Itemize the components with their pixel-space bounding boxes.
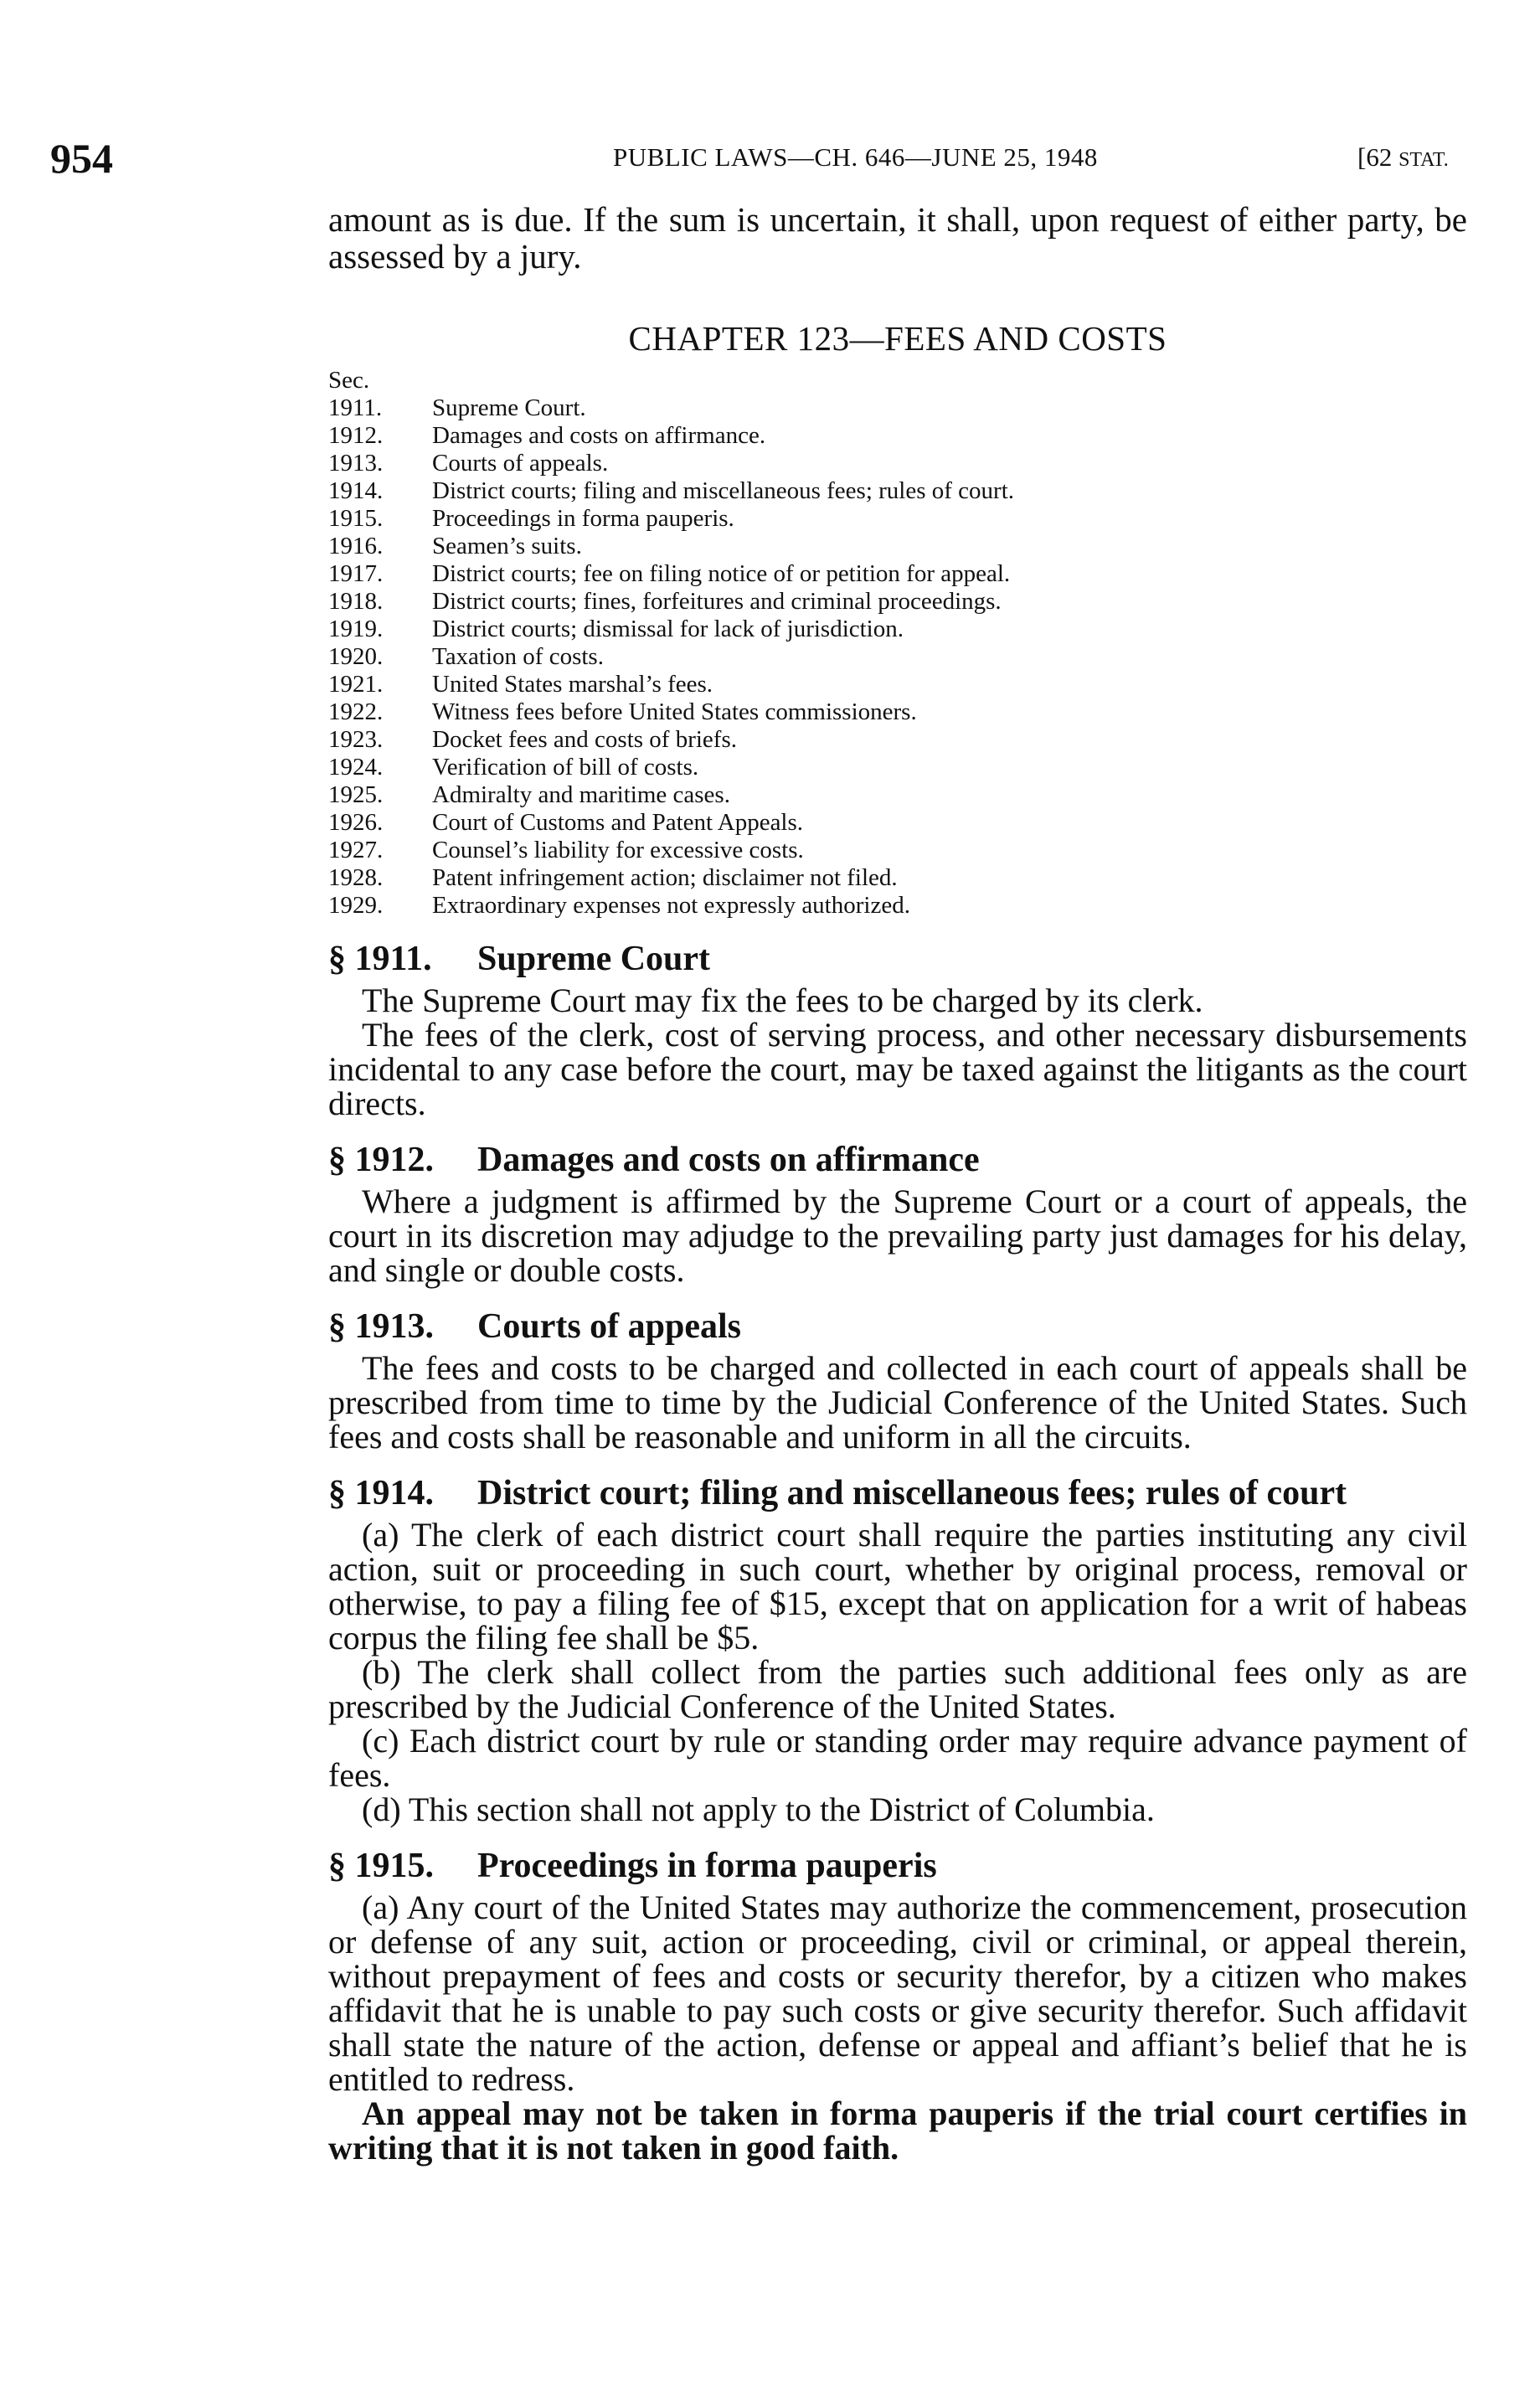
section-title: Proceedings in forma pauperis <box>477 1847 937 1885</box>
toc-item-number: 1923. <box>328 726 384 753</box>
statute-reference-open: [62 <box>1357 142 1399 172</box>
section-paragraph: The fees of the clerk, cost of serving process, and other necessary disbursements incidental to any case before the court, may be taxed against the litigants as the court directs. <box>328 1016 1467 1122</box>
toc-item <box>328 864 1467 892</box>
toc-item-title: Damages and costs on affirmance. <box>432 422 766 449</box>
section-heading-1915 <box>328 1847 1467 1885</box>
section-paragraph: The fees and costs to be charged and collected in each court of appeals shall be prescribed from time to time by the Judicial Conference of the United States. Such fees and costs shall be reasonable and uniform in all the circuits. <box>328 1349 1467 1456</box>
toc-item-number: 1927. <box>328 837 384 863</box>
section-paragraph: (b) The clerk shall collect from the parties such additional fees only as are prescribed by the Judicial Conference of the United States. <box>328 1653 1467 1725</box>
toc-item <box>328 588 1467 616</box>
page-number: 954 <box>50 135 113 182</box>
toc-item-title: Verification of bill of costs. <box>432 754 699 781</box>
toc-item-title: District courts; fines, forfeitures and criminal proceedings. <box>432 588 1002 615</box>
toc-item-title: District courts; filing and miscellaneous fees; rules of court. <box>432 477 1015 504</box>
toc-item-number: 1912. <box>328 422 384 449</box>
toc-item-title: District courts; fee on filing notice of or petition for appeal. <box>432 560 1011 587</box>
toc-item <box>328 643 1467 671</box>
toc-item <box>328 726 1467 754</box>
section-paragraph: (a) Any court of the United States may authorize the commencement, prosecution or defense of any suit, action or proceeding, civil or criminal, or appeal therein, without prepayment of fees and costs or security therefor, by a citizen who makes affidavit that he is unable to pay such costs or give security therefor. Such affidavit shall state the nature of the action, defense or appeal and affiant’s belief that he is entitled to redress. <box>328 1888 1467 2098</box>
section-paragraph: Where a judgment is affirmed by the Supreme Court or a court of appeals, the court in its discretion may adjudge to the prevailing party just damages for his delay, and single or double costs. <box>328 1183 1467 1289</box>
toc-item <box>328 671 1467 698</box>
toc-item <box>328 533 1467 560</box>
section-heading-1913 <box>328 1307 1467 1346</box>
toc-item <box>328 616 1467 643</box>
toc-item <box>328 560 1467 588</box>
toc-item-number: 1916. <box>328 533 384 559</box>
page-header <box>50 134 1474 184</box>
toc-item-title: Witness fees before United States commissioners. <box>432 698 917 725</box>
section-paragraph: (a) The clerk of each district court shall require the parties instituting any civil action, suit or proceeding in such court, whether by original process, removal or otherwise, to pay a filing fee of $15, except that on application for a writ of habeas corpus the filing fee shall be $5. <box>328 1516 1467 1657</box>
section-heading-1914 <box>328 1474 1467 1512</box>
toc-item-number: 1917. <box>328 560 384 587</box>
statute-reference-smallcaps: STAT. <box>1398 149 1449 171</box>
toc-item <box>328 698 1467 726</box>
section-table-of-contents <box>328 367 1467 920</box>
toc-item-number: 1911. <box>328 394 383 421</box>
toc-item-number: 1913. <box>328 450 384 477</box>
toc-item-title: Courts of appeals. <box>432 450 609 477</box>
toc-item-title: Admiralty and maritime cases. <box>432 781 730 808</box>
toc-item <box>328 394 1467 422</box>
toc-item-title: Proceedings in forma pauperis. <box>432 505 734 532</box>
toc-item <box>328 422 1467 450</box>
toc-item-title: Extraordinary expenses not expressly authorized. <box>432 892 910 919</box>
toc-item-title: Patent infringement action; disclaimer not filed. <box>432 864 898 891</box>
toc-item-number: 1921. <box>328 671 384 698</box>
chapter-title: CHAPTER 123—FEES AND COSTS <box>628 319 1167 358</box>
toc-heading: Sec. <box>328 367 370 394</box>
toc-item-title: United States marshal’s fees. <box>432 671 713 698</box>
intro-paragraph: amount as is due. If the sum is uncertain, it shall, upon request of either party, be assessed by a jury. <box>328 200 1467 276</box>
toc-item <box>328 837 1467 864</box>
toc-item-title: Court of Customs and Patent Appeals. <box>432 809 804 836</box>
section-number: § 1911. <box>328 940 432 978</box>
section-heading-1911 <box>328 940 1467 978</box>
toc-item-number: 1919. <box>328 616 384 642</box>
section-paragraph: (d) This section shall not apply to the District of Columbia. <box>362 1791 1155 1828</box>
toc-item <box>328 477 1467 505</box>
toc-item <box>328 892 1467 920</box>
toc-item-number: 1926. <box>328 809 384 836</box>
toc-item <box>328 809 1467 837</box>
toc-item <box>328 505 1467 533</box>
toc-item <box>328 781 1467 809</box>
toc-item-title: Docket fees and costs of briefs. <box>432 726 737 753</box>
toc-item-title: Supreme Court. <box>432 394 586 421</box>
section-paragraph: (c) Each district court by rule or standing order may require advance payment of fees. <box>328 1722 1467 1794</box>
toc-item-number: 1922. <box>328 698 384 725</box>
toc-item-number: 1924. <box>328 754 384 781</box>
toc-item-title: District courts; dismissal for lack of jurisdiction. <box>432 616 904 642</box>
toc-item-title: Seamen’s suits. <box>432 533 582 559</box>
section-title: District court; filing and miscellaneous fees; rules of court <box>477 1474 1347 1512</box>
section-number: § 1912. <box>328 1141 434 1179</box>
toc-item-title: Counsel’s liability for excessive costs. <box>432 837 804 863</box>
toc-item-number: 1925. <box>328 781 384 808</box>
toc-item-number: 1920. <box>328 643 384 670</box>
statute-reference <box>1357 142 1449 173</box>
section-number: § 1913. <box>328 1307 434 1346</box>
section-paragraph: An appeal may not be taken in forma pauperis if the trial court certifies in writing that it is not taken in good faith. <box>328 2095 1467 2167</box>
toc-item <box>328 754 1467 781</box>
section-number: § 1915. <box>328 1847 434 1885</box>
running-head: PUBLIC LAWS—CH. 646—JUNE 25, 1948 <box>613 142 1098 172</box>
section-heading-1912 <box>328 1141 1467 1179</box>
section-number: § 1914. <box>328 1474 434 1512</box>
toc-item-number: 1929. <box>328 892 384 919</box>
section-title: Courts of appeals <box>477 1307 742 1346</box>
toc-item-number: 1918. <box>328 588 384 615</box>
toc-item-number: 1914. <box>328 477 384 504</box>
toc-item <box>328 450 1467 477</box>
toc-item-number: 1928. <box>328 864 384 891</box>
toc-item-number: 1915. <box>328 505 384 532</box>
section-paragraph: The Supreme Court may fix the fees to be charged by its clerk. <box>362 982 1203 1019</box>
section-title: Supreme Court <box>477 940 711 978</box>
toc-item-title: Taxation of costs. <box>432 643 604 670</box>
main-content <box>328 201 1467 2165</box>
section-title: Damages and costs on affirmance <box>477 1141 980 1179</box>
